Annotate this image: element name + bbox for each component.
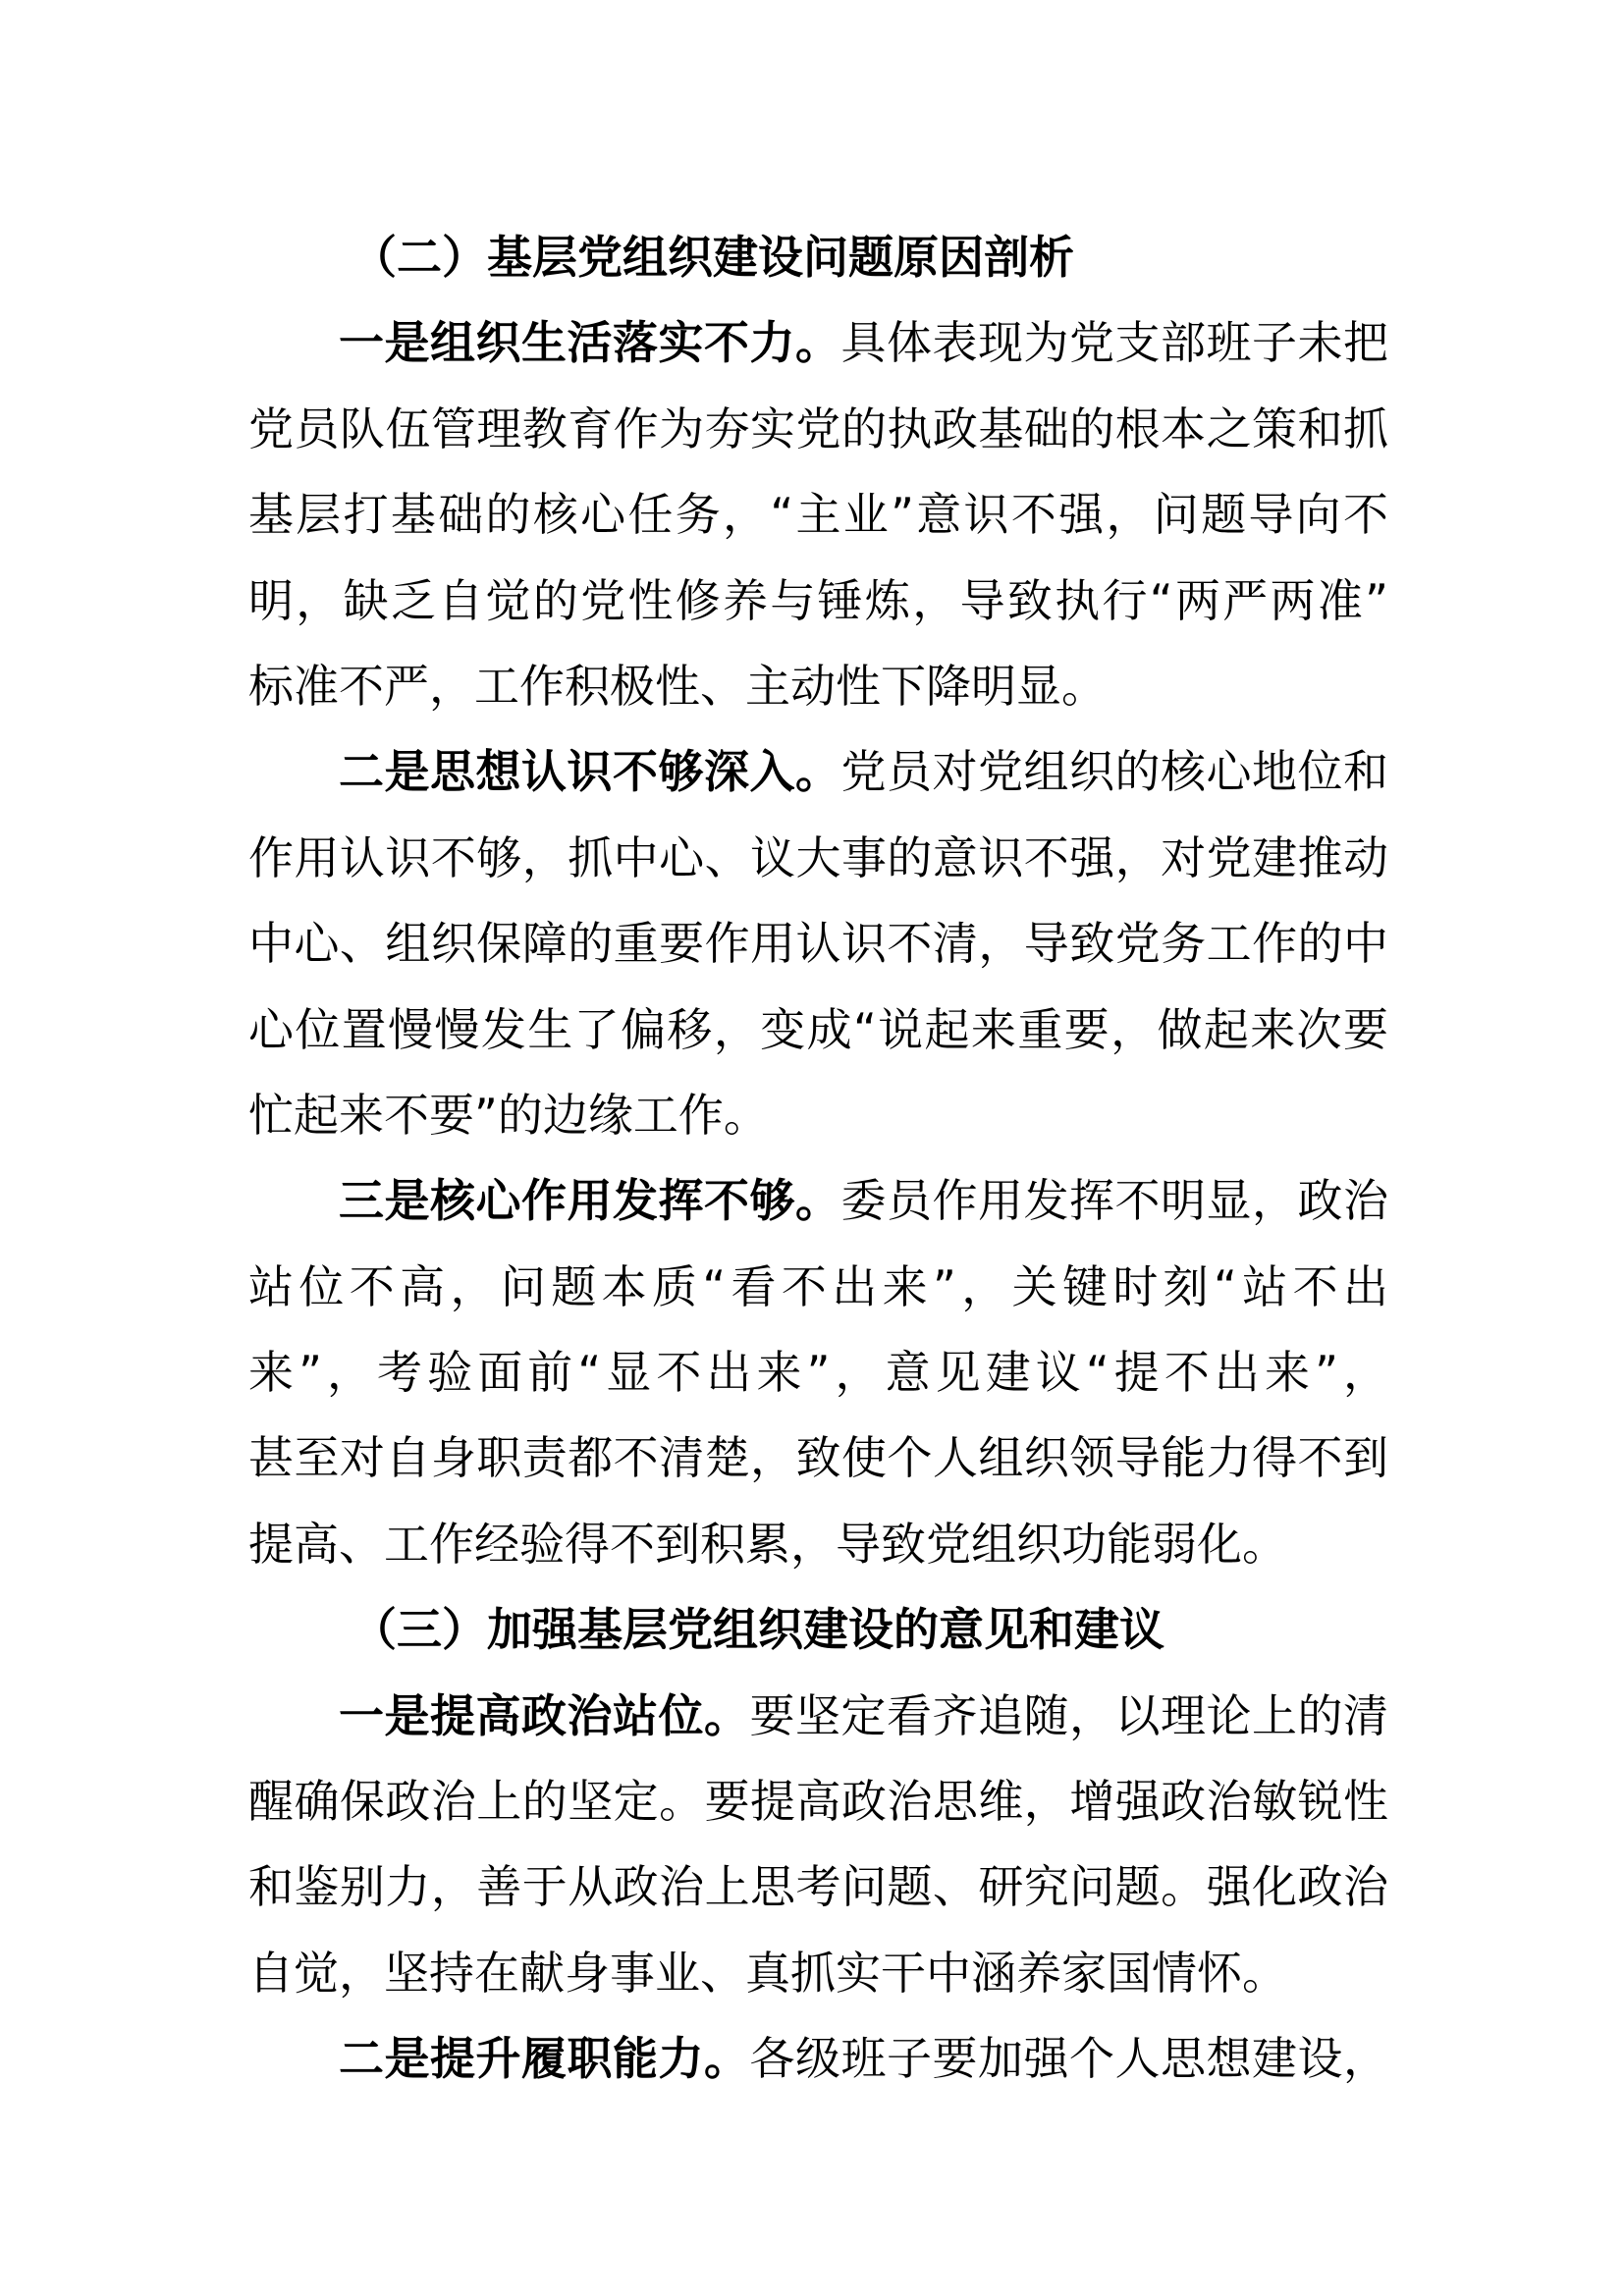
text-line [248, 1073, 1388, 1158]
bold-lead-phrase: 一是组织生活落实不力。 [339, 316, 841, 370]
section-heading [248, 1587, 1388, 1673]
text-line [248, 644, 1388, 729]
text-line [248, 387, 1388, 472]
text-line [248, 1844, 1388, 1930]
body-text: 委员作用发挥不明显，政治 [840, 1174, 1388, 1228]
body-text: 提高、工作经验得不到积累，导致党组织功能弱化。 [248, 1517, 1287, 1571]
text-line [248, 901, 1388, 987]
body-text: 甚至对自身职责都不清楚，致使个人组织领导能力得不到 [248, 1431, 1388, 1485]
bold-lead-phrase: 一是提高政治站位。 [339, 1688, 750, 1742]
text-line [248, 1415, 1388, 1501]
body-text: 要坚定看齐追随，以理论上的清 [749, 1688, 1388, 1742]
text-line [248, 1931, 1388, 2016]
text-line [248, 2016, 1388, 2102]
text-line [248, 816, 1388, 901]
text-line [248, 988, 1388, 1073]
bold-lead-phrase: 二是思想认识不够深入。 [339, 745, 841, 799]
body-text: 标准不严，工作积极性、主动性下降明显。 [248, 659, 1107, 713]
text-line [248, 559, 1388, 644]
body-text: 心位置慢慢发生了偏移，变成“说起来重要，做起来次要 [248, 1002, 1388, 1056]
bold-lead-phrase: （三）加强基层党组织建设的意见和建议 [352, 1603, 1164, 1657]
body-text: 党员队伍管理教育作为夯实党的执政基础的根本之策和抓 [248, 401, 1388, 455]
text-line [248, 1674, 1388, 1759]
bold-lead-phrase: 三是核心作用发挥不够。 [339, 1174, 841, 1228]
body-text: 和鉴别力，善于从政治上思考问题、研究问题。强化政治 [248, 1860, 1388, 1914]
body-text: 来”，考验面前“显不出来”，意见建议“提不出来”， [248, 1346, 1388, 1400]
text-line [248, 1158, 1388, 1244]
section-heading [248, 215, 1388, 300]
body-text: 党员对党组织的核心地位和 [840, 745, 1388, 799]
body-text: 基层打基础的核心任务，“主业”意识不强，问题导向不 [248, 488, 1388, 542]
body-text: 站位不高，问题本质“看不出来”，关键时刻“站不出 [248, 1259, 1388, 1313]
bold-lead-phrase: 二是提升履职能力。 [339, 2032, 750, 2086]
text-line [248, 729, 1388, 815]
text-line [248, 1245, 1388, 1330]
bold-lead-phrase: （二）基层党组织建设问题原因剖析 [352, 231, 1074, 284]
text-line [248, 472, 1388, 558]
body-text: 自觉，坚持在献身事业、真抓实干中涵养家国情怀。 [248, 1946, 1287, 2000]
body-text: 明，缺乏自觉的党性修养与锤炼，导致执行“两严两准” [248, 573, 1388, 627]
text-line [248, 1330, 1388, 1415]
body-text: 作用认识不够，抓中心、议大事的意识不强，对党建推动 [248, 830, 1388, 884]
body-text: 醒确保政治上的坚定。要提高政治思维，增强政治敏锐性 [248, 1775, 1388, 1829]
body-text: 忙起来不要”的边缘工作。 [248, 1088, 769, 1142]
text-line [248, 1502, 1388, 1587]
document-page [248, 215, 1388, 2103]
body-text: 中心、组织保障的重要作用认识不清，导致党务工作的中 [248, 917, 1388, 971]
body-text: 各级班子要加强个人思想建设， [749, 2032, 1388, 2086]
text-line [248, 1759, 1388, 1844]
text-line [248, 300, 1388, 386]
body-text: 具体表现为党支部班子未把 [840, 316, 1388, 370]
